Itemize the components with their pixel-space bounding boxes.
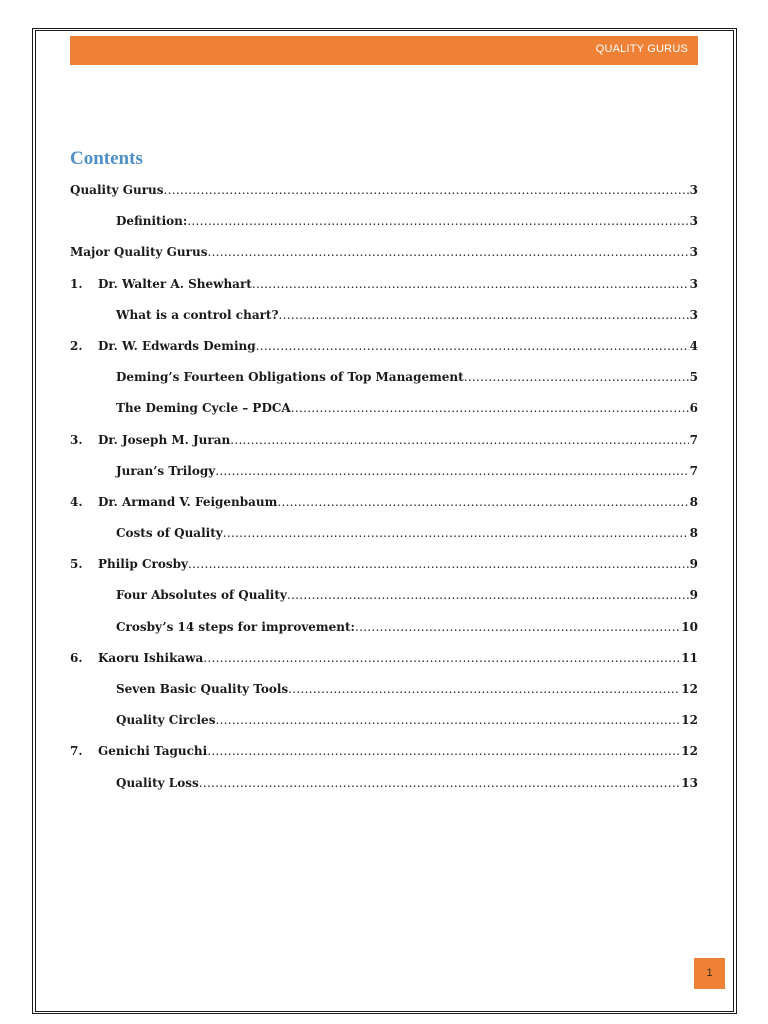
toc-entry-costs-of-quality[interactable]	[70, 523, 698, 554]
toc-leader-dots	[291, 398, 689, 418]
toc-entry-page: 3	[689, 214, 698, 229]
toc-entry-page: 12	[681, 713, 698, 728]
toc-entry-label: Dr. Joseph M. Juran	[98, 432, 231, 447]
toc-entry-page: 9	[689, 557, 698, 572]
toc-entry-number: 2.	[70, 338, 83, 353]
toc-entry-label: Major Quality Gurus	[70, 245, 208, 260]
toc-leader-dots	[223, 523, 689, 543]
toc-entry-crosby[interactable]	[70, 554, 698, 585]
toc-entry-page: 7	[689, 432, 698, 447]
toc-entry-page: 10	[681, 619, 698, 634]
toc-entry-number: 5.	[70, 557, 83, 572]
toc-leader-dots	[279, 305, 689, 325]
toc-entry-crosby-14-steps[interactable]	[70, 617, 698, 648]
toc-leader-dots	[187, 211, 688, 231]
toc-entry-label: Dr. W. Edwards Deming	[98, 338, 256, 353]
header-title: QUALITY GURUS	[595, 43, 688, 55]
toc-leader-dots	[230, 430, 688, 450]
toc-entry-number: 3.	[70, 432, 83, 447]
toc-entry-number: 4.	[70, 494, 83, 509]
toc-leader-dots	[215, 461, 688, 481]
toc-entry-label: Crosby’s 14 steps for improvement:	[116, 619, 355, 634]
toc-entry-label: Four Absolutes of Quality	[116, 588, 287, 603]
toc-entry-number: 6.	[70, 650, 83, 665]
toc-leader-dots	[164, 180, 689, 200]
toc-leader-dots	[199, 773, 681, 793]
toc-entry-page: 11	[681, 650, 698, 665]
page-number: 1	[694, 958, 725, 989]
toc-entry-quality-circles[interactable]	[70, 710, 698, 741]
toc-leader-dots	[188, 554, 689, 574]
toc-entry-four-absolutes[interactable]	[70, 585, 698, 616]
toc-entry-label: Kaoru Ishikawa	[98, 650, 204, 665]
toc-leader-dots	[464, 367, 689, 387]
toc-entry-page: 6	[689, 401, 698, 416]
toc-entry-label: Philip Crosby	[98, 557, 188, 572]
table-of-contents	[70, 180, 698, 804]
toc-entry-page: 4	[689, 338, 698, 353]
toc-entry-label: Costs of Quality	[116, 526, 223, 541]
toc-entry-deming[interactable]	[70, 336, 698, 367]
header-band	[70, 36, 698, 65]
toc-leader-dots	[256, 336, 689, 356]
toc-leader-dots	[277, 492, 688, 512]
toc-entry-deming-obligations[interactable]	[70, 367, 698, 398]
toc-entry-page: 3	[689, 245, 698, 260]
toc-leader-dots	[355, 617, 680, 637]
toc-entry-label: Dr. Armand V. Feigenbaum	[98, 494, 278, 509]
toc-title: Contents	[70, 148, 143, 169]
toc-entry-quality-gurus[interactable]	[70, 180, 698, 211]
toc-entry-label: Definition:	[116, 214, 188, 229]
toc-entry-page: 8	[689, 526, 698, 541]
toc-entry-label: Deming’s Fourteen Obligations of Top Management	[116, 370, 464, 385]
toc-leader-dots	[207, 741, 680, 761]
toc-leader-dots	[207, 242, 688, 262]
toc-entry-juran[interactable]	[70, 430, 698, 461]
toc-entry-page: 3	[689, 307, 698, 322]
toc-entry-number: 1.	[70, 276, 83, 291]
toc-entry-label: Quality Gurus	[70, 183, 164, 197]
toc-entry-page: 13	[681, 775, 698, 790]
toc-entry-quality-loss[interactable]	[70, 773, 698, 804]
toc-entry-page: 5	[689, 370, 698, 385]
toc-entry-page: 12	[681, 744, 698, 759]
toc-leader-dots	[252, 274, 689, 294]
toc-entry-seven-tools[interactable]	[70, 679, 698, 710]
toc-leader-dots	[287, 585, 689, 605]
toc-entry-label: What is a control chart?	[116, 307, 279, 322]
toc-entry-deming-cycle[interactable]	[70, 398, 698, 429]
toc-entry-page: 9	[689, 588, 698, 603]
toc-entry-page: 12	[681, 682, 698, 696]
toc-entry-definition[interactable]	[70, 211, 698, 242]
toc-entry-feigenbaum[interactable]	[70, 492, 698, 523]
toc-entry-major-quality-gurus[interactable]	[70, 242, 698, 273]
toc-entry-label: Seven Basic Quality Tools	[116, 682, 289, 696]
toc-entry-label: Quality Loss	[116, 775, 199, 790]
toc-entry-label: Dr. Walter A. Shewhart	[98, 276, 252, 291]
toc-leader-dots	[203, 648, 680, 668]
toc-entry-page: 3	[689, 183, 698, 197]
toc-entry-number: 7.	[70, 744, 83, 759]
toc-leader-dots	[215, 710, 680, 730]
toc-entry-page: 3	[689, 276, 698, 291]
toc-entry-shewhart[interactable]	[70, 274, 698, 305]
toc-entry-taguchi[interactable]	[70, 741, 698, 772]
toc-entry-page: 7	[689, 463, 698, 478]
toc-entry-page: 8	[689, 494, 698, 509]
toc-entry-ishikawa[interactable]	[70, 648, 698, 679]
toc-entry-label: The Deming Cycle – PDCA	[116, 401, 291, 416]
toc-entry-juran-trilogy[interactable]	[70, 461, 698, 492]
toc-entry-control-chart[interactable]	[70, 305, 698, 336]
toc-leader-dots	[288, 679, 680, 699]
toc-entry-label: Genichi Taguchi	[98, 744, 208, 759]
toc-entry-label: Juran’s Trilogy	[116, 463, 216, 478]
toc-entry-label: Quality Circles	[116, 713, 216, 728]
